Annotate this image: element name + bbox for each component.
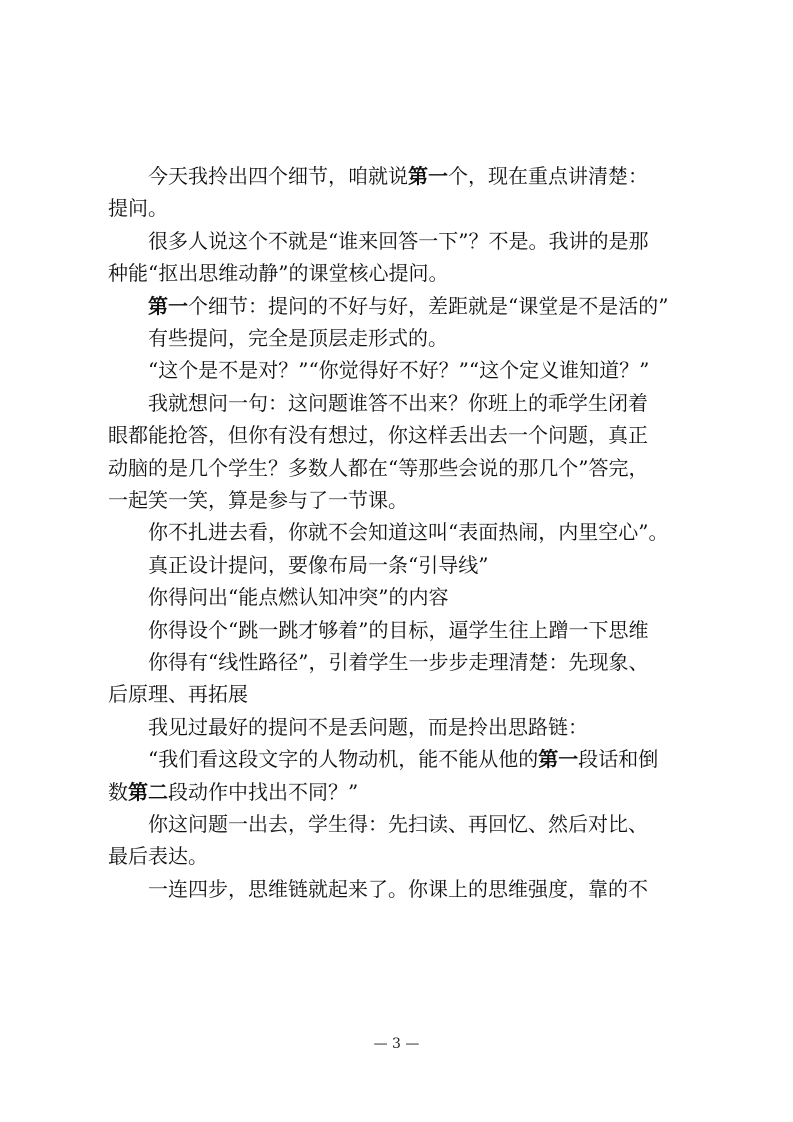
text-run: “这个是不是对？”“你觉得好不好？”“这个定义谁知道？” <box>108 358 650 383</box>
text-run: 最后表达。 <box>108 844 208 869</box>
bold-text: 第二 <box>128 779 168 804</box>
text-line <box>108 840 688 872</box>
text-line <box>108 387 688 419</box>
text-line <box>108 322 688 354</box>
text-line <box>108 614 688 646</box>
text-run: 你不扎进去看，你就不会知道这叫“表面热闹，内里空心”。 <box>108 520 669 545</box>
text-run: 动脑的是几个学生？多数人都在“等那些会说的那几个”答完， <box>108 455 649 480</box>
text-line <box>108 808 688 840</box>
text-run: 我见过最好的提问不是丢问题，而是拎出思路链： <box>108 714 588 739</box>
text-run: 数 <box>108 779 128 804</box>
text-run: 你得问出“能点燃认知冲突”的内容 <box>108 585 449 610</box>
text-run: 有些提问，完全是顶层走形式的。 <box>108 326 448 350</box>
text-run: 一连四步，思维链就起来了。你课上的思维强度，靠的不 <box>108 876 648 901</box>
bold-text: 第一 <box>538 747 579 772</box>
text-line <box>108 549 688 581</box>
text-run: 个，现在重点讲清楚： <box>448 164 648 188</box>
text-line <box>108 290 688 322</box>
text-run: “我们看这段文字的人物动机，能不能从他的 <box>108 747 539 772</box>
text-run: 你得设个“跳一跳才够着”的目标，逼学生往上蹭一下思维 <box>108 617 649 642</box>
text-run: 今天我拎出四个细节，咱就说 <box>108 164 408 188</box>
text-run: 你这问题一出去，学生得：先扫读、再回忆、然后对比、 <box>108 812 648 836</box>
text-line <box>108 484 688 516</box>
text-run: 种能“抠出思维动静”的课堂核心提问。 <box>108 261 449 286</box>
page-number: — 3 — <box>373 1036 420 1052</box>
text-run: 很多人说这个不就是“谁来回答一下”？不是。我讲的是那 <box>108 228 649 253</box>
text-line <box>108 452 688 484</box>
text-run <box>108 294 148 318</box>
text-line <box>108 711 688 743</box>
text-line <box>108 646 688 678</box>
text-line <box>108 743 688 775</box>
text-line <box>108 192 688 224</box>
text-run: 提问。 <box>108 196 168 221</box>
text-run: 我就想问一句：这问题谁答不出来？你班上的乖学生闭着 <box>108 390 648 415</box>
text-run: 一起笑一笑，算是参与了一节课。 <box>108 488 408 512</box>
text-line <box>108 257 688 289</box>
text-line <box>108 225 688 257</box>
text-line <box>108 581 688 613</box>
text-line <box>108 516 688 548</box>
text-line <box>108 678 688 710</box>
text-run: 眼都能抢答，但你有没有想过，你这样丢出去一个问题，真正 <box>108 423 648 448</box>
text-run: 真正设计提问，要像布局一条“引导线” <box>108 552 489 577</box>
text-line <box>108 419 688 451</box>
text-run: 段话和倒 <box>578 747 659 772</box>
text-line <box>108 873 688 905</box>
text-line <box>108 354 688 386</box>
text-line <box>108 160 688 192</box>
text-run: 个细节：提问的不好与好，差距就是“课堂是不是活的” <box>188 293 669 318</box>
bold-text: 第一 <box>408 164 448 188</box>
text-line <box>108 776 688 808</box>
bold-text: 第一 <box>148 293 188 318</box>
text-run: 你得有“线性路径”，引着学生一步步走理清楚：先现象、 <box>108 650 649 674</box>
text-run: 后原理、再拓展 <box>108 682 248 707</box>
text-run: 段动作中找出不同？” <box>168 779 359 804</box>
